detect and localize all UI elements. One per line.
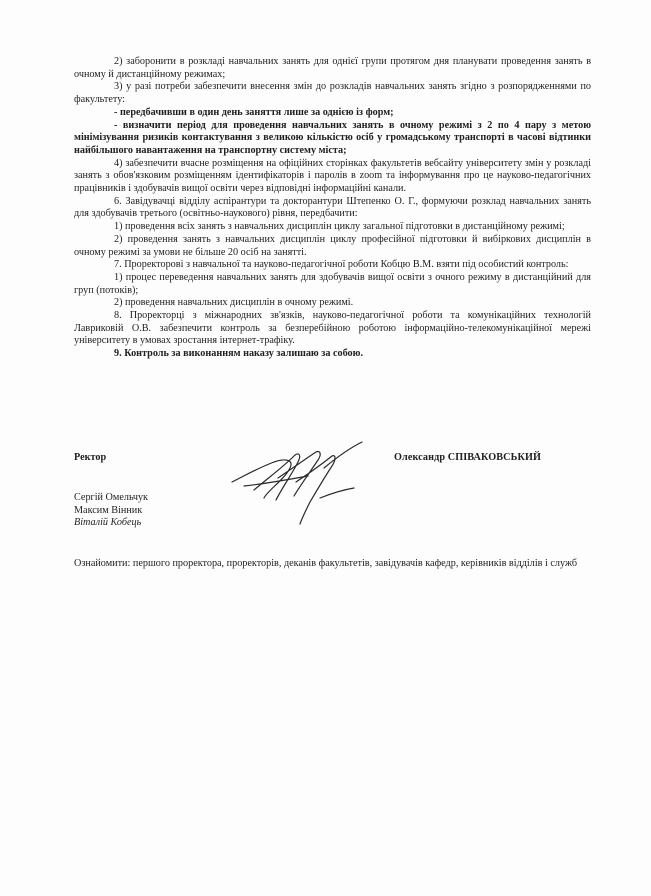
paragraph-one-form-per-day: - передбачивши в один день заняття лише за однією із форм; [114, 106, 394, 118]
signatory-name: Олександр СПІВАКОВСЬКИЙ [394, 452, 541, 463]
signatory-position: Ректор [74, 452, 107, 463]
preparer-name: Сергій Омельчук [74, 492, 148, 503]
order-body [74, 56, 591, 361]
paragraph-7-1-transition: 1) процес переведення навчальних занять для здобувачів вищої освіти з очного режиму в дистанційний для груп (потоків); [74, 271, 591, 296]
preparer-name: Віталій Кобець [74, 517, 142, 529]
paragraph-6-2-professional-training: 2) проведення занять з навчальних дисциплін циклу професійної підготовки й вибіркових дисциплін в очному режимі за умови не більше 20 осіб на занятті. [74, 233, 591, 258]
preparer-name: Максим Вінник [74, 504, 143, 516]
paragraph-8-network: 8. Проректорці з міжнародних зв'язків, науково-педагогічної роботи та комунікаційних технологій Лавриковій О.В. забезпечити контроль за безперебійною роботою інформаційно-телекомунікаційної мережі університету в умовах зростання інтернет-трафіку. [74, 310, 591, 347]
paragraph-2-schedule-ban: 2) заборонити в розкладі навчальних занять для однієї групи протягом дня планувати проведення занять в очному й дистанційному режимах; [74, 56, 591, 80]
paragraph-7-2-in-person: 2) проведення навчальних дисциплін в очному режимі. [114, 297, 354, 309]
handwritten-signature-icon [224, 438, 384, 528]
signature-block [74, 452, 591, 532]
acquaintance-note [74, 558, 591, 571]
paragraph-6-postgraduate: 6. Завідувачці відділу аспірантури та докторантури Штепенко О. Г., формуючи розклад навчальних занять для здобувачів третього (освітньо-наукового) рівня, передбачити: [74, 195, 591, 220]
paragraph-9-control: 9. Контроль за виконанням наказу залишаю за собою. [114, 348, 363, 360]
paragraph-in-person-period: - визначити період для проведення навчальних занять в очному режимі з 2 по 4 пару з метою мінімізування ризиків контактування з великою кількістю осіб у громадському транспорті в часові відтинки найбільшого навантаження на транспортну систему міста; [74, 119, 591, 156]
preparers-list [74, 492, 148, 530]
acquaintance-text: Ознайомити: першого проректора, проректорів, деканів факультетів, завідувачів кафедр, керівників відділів і служб [74, 558, 578, 569]
paragraph-7-vice-rector-control: 7. Проректорові з навчальної та науково-педагогічної роботи Кобцю В.М. взяти під особистий контроль: [114, 259, 569, 271]
paragraph-3-schedule-changes: 3) у разі потреби забезпечити внесення змін до розкладів навчальних занять згідно з розпорядженнями по факультету: [74, 81, 591, 106]
paragraph-4-website-updates: 4) забезпечити вчасне розміщення на офіційних сторінках факультетів вебсайту університету змін у розкладі занять з обов'язковим розміщенням ідентифікаторів і паролів в zoom та інформування про це науково-педагогічних працівників і здобувачів вищої освіти через відповідні інформаційні канали. [74, 157, 591, 195]
paragraph-6-1-general-training: 1) проведення всіх занять з навчальних дисциплін циклу загальної підготовки в дистанційному режимі; [114, 221, 565, 233]
